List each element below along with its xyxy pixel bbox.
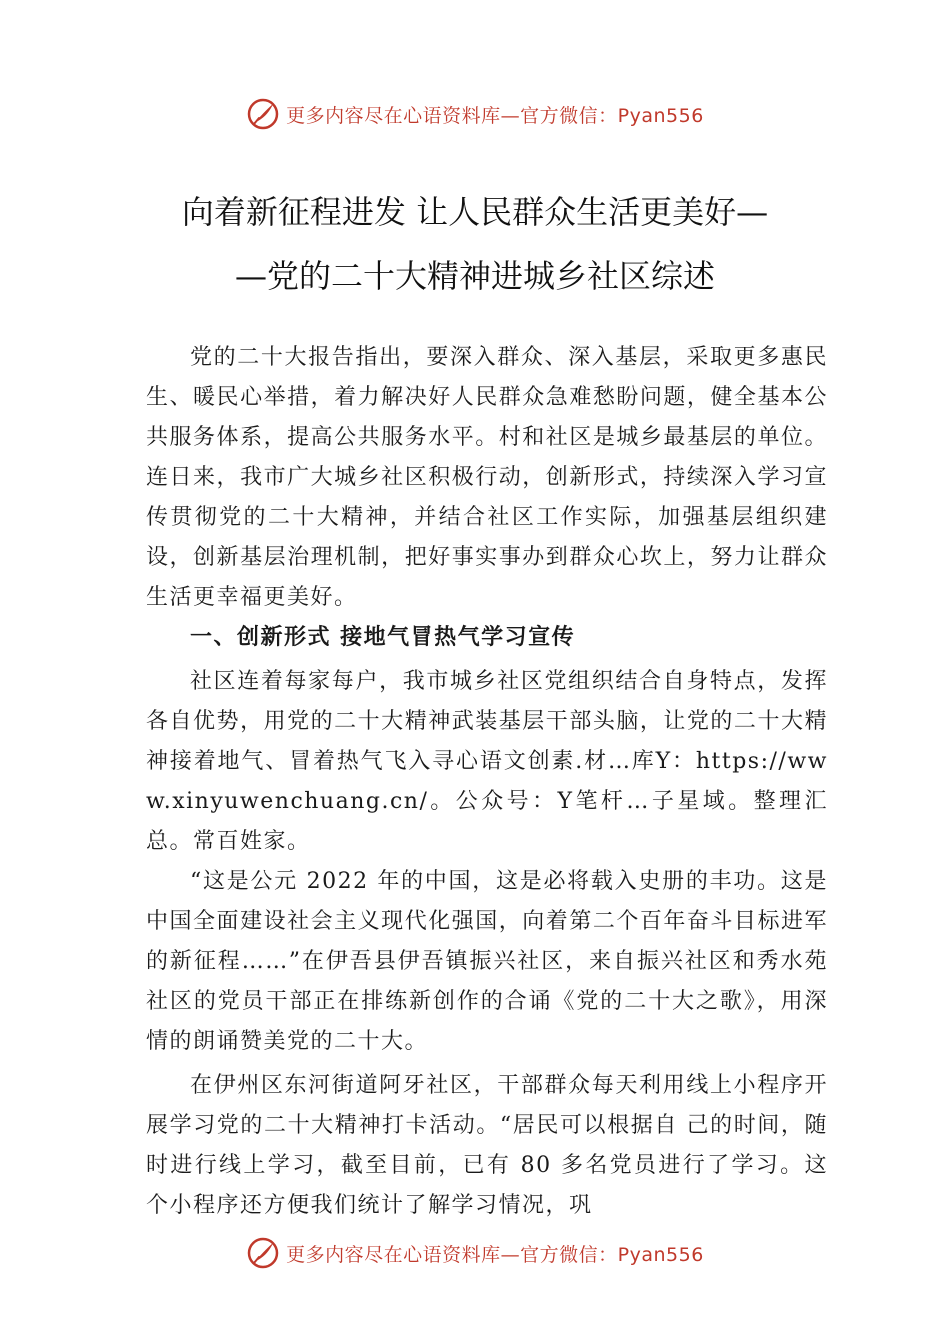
footer-watermark-banner [0, 1233, 950, 1273]
quill-pen-logo-icon [246, 97, 280, 131]
watermark-text [286, 1240, 704, 1267]
paragraph-recitation: “这是公元 2022 年的中国，这是必将载入史册的丰功。这是中国全面建设社会主义现代化强国，向着第二个百年奋斗目标进军的新征程……”在伊吾县伊吾镇振兴社区，来自振兴社区和秀水苑社区的党员干部正在排练新创作的合诵《党的二十大之歌》，用深情的朗诵赞美党的二十大。 [146, 869, 828, 1054]
watermark-text [286, 101, 704, 128]
wechat-id: Pyan556 [617, 104, 704, 127]
document-title [130, 180, 820, 308]
wechat-id: Pyan556 [617, 1243, 704, 1266]
paragraph-online-study: 在伊州区东河街道阿牙社区，干部群众每天利用线上小程序开展学习党的二十大精神打卡活动。“居民可以根据自 己的时间，随时进行线上学习，截至目前，已有 80 多名党员进行了学习。这个小程序还方便我们统计了解学习情况，巩 [146, 1073, 828, 1218]
header-watermark-banner [0, 94, 950, 134]
watermark-label: 更多内容尽在心语资料库—官方微信： [286, 1243, 618, 1266]
paragraph-community: 社区连着每家每户，我市城乡社区党组织结合自身特点，发挥各自优势，用党的二十大精神武装基层干部头脑，让党的二十大精神接着地气、冒着热气飞入寻心语文创素.材…库Y：https://www.xinyuwenchuang.cn/。公众号：Y笔杆…子星域。整理汇总。常百姓家。 [146, 669, 828, 854]
section-heading-1: 一、创新形式 接地气冒热气学习宣传 [190, 625, 576, 650]
quill-pen-logo-icon [246, 1236, 280, 1270]
document-body [146, 338, 828, 1226]
watermark-label: 更多内容尽在心语资料库—官方微信： [286, 104, 618, 127]
title-line-2: —党的二十大精神进城乡社区综述 [234, 257, 715, 295]
title-line-1: 向着新征程进发 让人民群众生活更美好— [181, 193, 769, 231]
paragraph-intro: 党的二十大报告指出，要深入群众、深入基层，采取更多惠民生、暖民心举措，着力解决好人民群众急难愁盼问题，健全基本公共服务体系，提高公共服务水平。村和社区是城乡最基层的单位。连日来，我市广大城乡社区积极行动，创新形式，持续深入学习宣传贯彻党的二十大精神，并结合社区工作实际，加强基层组织建设，创新基层治理机制，把好事实事办到群众心坎上，努力让群众生活更幸福更美好。 [146, 345, 828, 610]
